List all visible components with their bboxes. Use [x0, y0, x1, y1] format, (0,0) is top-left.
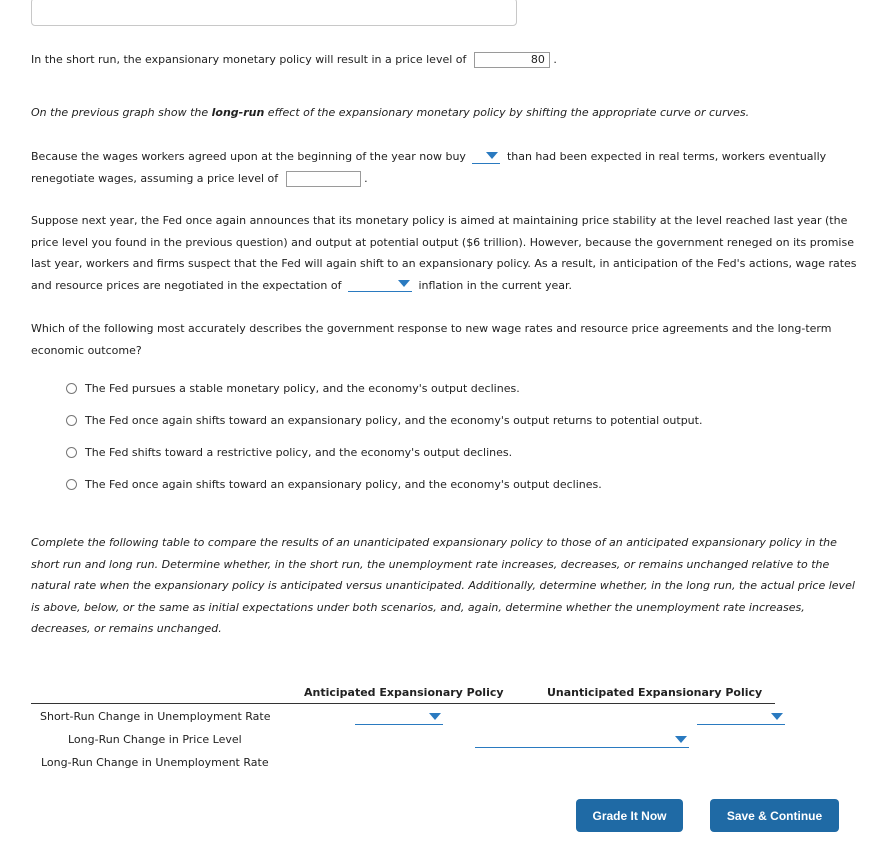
mc-option-label: The Fed shifts toward a restrictive policy, and the economy's output declines. — [85, 445, 513, 459]
short-run-text: In the short run, the expansionary monetary policy will result in a price level of — [31, 53, 467, 66]
radio-button[interactable] — [66, 415, 77, 426]
chevron-down-icon — [486, 152, 498, 159]
table-row-label: Long-Run Change in Unemployment Rate — [41, 756, 269, 769]
save-continue-button[interactable]: Save & Continue — [710, 799, 839, 832]
chevron-down-icon — [675, 736, 687, 743]
mc-option-4[interactable] — [66, 475, 602, 493]
mc-question: Which of the following most accurately describes the government response to new wage rates and resource price agreements and the long-term economic outcome? — [31, 322, 832, 357]
wages-text-1: Because the wages workers agreed upon at the beginning of the year now buy — [31, 150, 466, 163]
next-year-text: Suppose next year, the Fed once again announces that its monetary policy is aimed at maintaining price stability at the level reached last year (the price level you found in the previous question) and output at potential output ($6 trillion). However, because the government reneged on its promise last year, workers and firms suspect that the Fed will again shift to an expansionary policy. As a result, in anticipation of the Fed's actions, wage rates and resource prices are negotiated in the expectation of — [31, 214, 857, 292]
chevron-down-icon — [429, 713, 441, 720]
radio-button[interactable] — [66, 479, 77, 490]
table-row-label: Long-Run Change in Price Level — [68, 733, 242, 746]
long-run-instruction-text-2: effect of the expansionary monetary policy by shifting the appropriate curve or curves. — [264, 106, 750, 119]
mc-option-label: The Fed once again shifts toward an expansionary policy, and the economy's output declines. — [85, 477, 602, 491]
mc-option-1[interactable] — [66, 379, 520, 397]
wages-period: . — [364, 171, 368, 185]
wages-text-2: than had been expected in real terms, workers eventually — [506, 150, 827, 163]
mc-option-3[interactable] — [66, 443, 512, 461]
unanticipated-sr-unemployment-dropdown[interactable] — [697, 712, 785, 725]
short-run-period: . — [553, 53, 557, 66]
chevron-down-icon — [398, 280, 410, 287]
radio-button[interactable] — [66, 447, 77, 458]
next-year-question — [31, 210, 857, 296]
renegotiate-price-input[interactable] — [286, 171, 361, 187]
chevron-down-icon — [771, 713, 783, 720]
long-run-emphasis: long-run — [211, 106, 265, 119]
long-run-instruction — [31, 102, 857, 124]
short-run-question — [31, 49, 857, 71]
table-header-anticipated: Anticipated Expansionary Policy — [304, 686, 504, 699]
next-year-text-2: inflation in the current year. — [418, 278, 573, 292]
anticipated-lr-price-dropdown[interactable] — [475, 735, 689, 748]
mc-option-label: The Fed pursues a stable monetary policy, and the economy's output declines. — [85, 381, 520, 395]
table-header-divider — [31, 703, 775, 704]
short-run-price-input[interactable]: 80 — [474, 52, 550, 68]
grade-it-now-button[interactable]: Grade It Now — [576, 799, 683, 832]
inflation-dropdown[interactable] — [348, 279, 412, 292]
mc-option-label: The Fed once again shifts toward an expansionary policy, and the economy's output returns to potential output. — [85, 413, 703, 427]
wages-dropdown[interactable] — [472, 151, 500, 164]
mc-option-2[interactable] — [66, 411, 702, 429]
table-row-label: Short-Run Change in Unemployment Rate — [40, 710, 271, 723]
radio-button[interactable] — [66, 383, 77, 394]
wages-question — [31, 146, 857, 189]
anticipated-sr-unemployment-dropdown[interactable] — [355, 712, 443, 725]
previous-answer-box — [31, 0, 517, 26]
table-header-unanticipated: Unanticipated Expansionary Policy — [547, 686, 763, 699]
long-run-instruction-text: On the previous graph show the — [31, 106, 212, 119]
wages-text-3: renegotiate wages, assuming a price level of — [31, 171, 279, 185]
table-instruction: Complete the following table to compare the results of an unanticipated expansionary policy to those of an anticipated expansionary policy in the short run and long run. Determine whether, in the short run, the unemployment rate increases, decreases, or remains unchanged relative to the natural rate when the expansionary policy is anticipated versus unanticipated. Additionally, determine whether, in the long run, the actual price level is above, below, or the same as initial expectations under both scenarios, and, again, determine whether the unemployment rate increases, decreases, or remains unchanged. — [31, 536, 855, 635]
